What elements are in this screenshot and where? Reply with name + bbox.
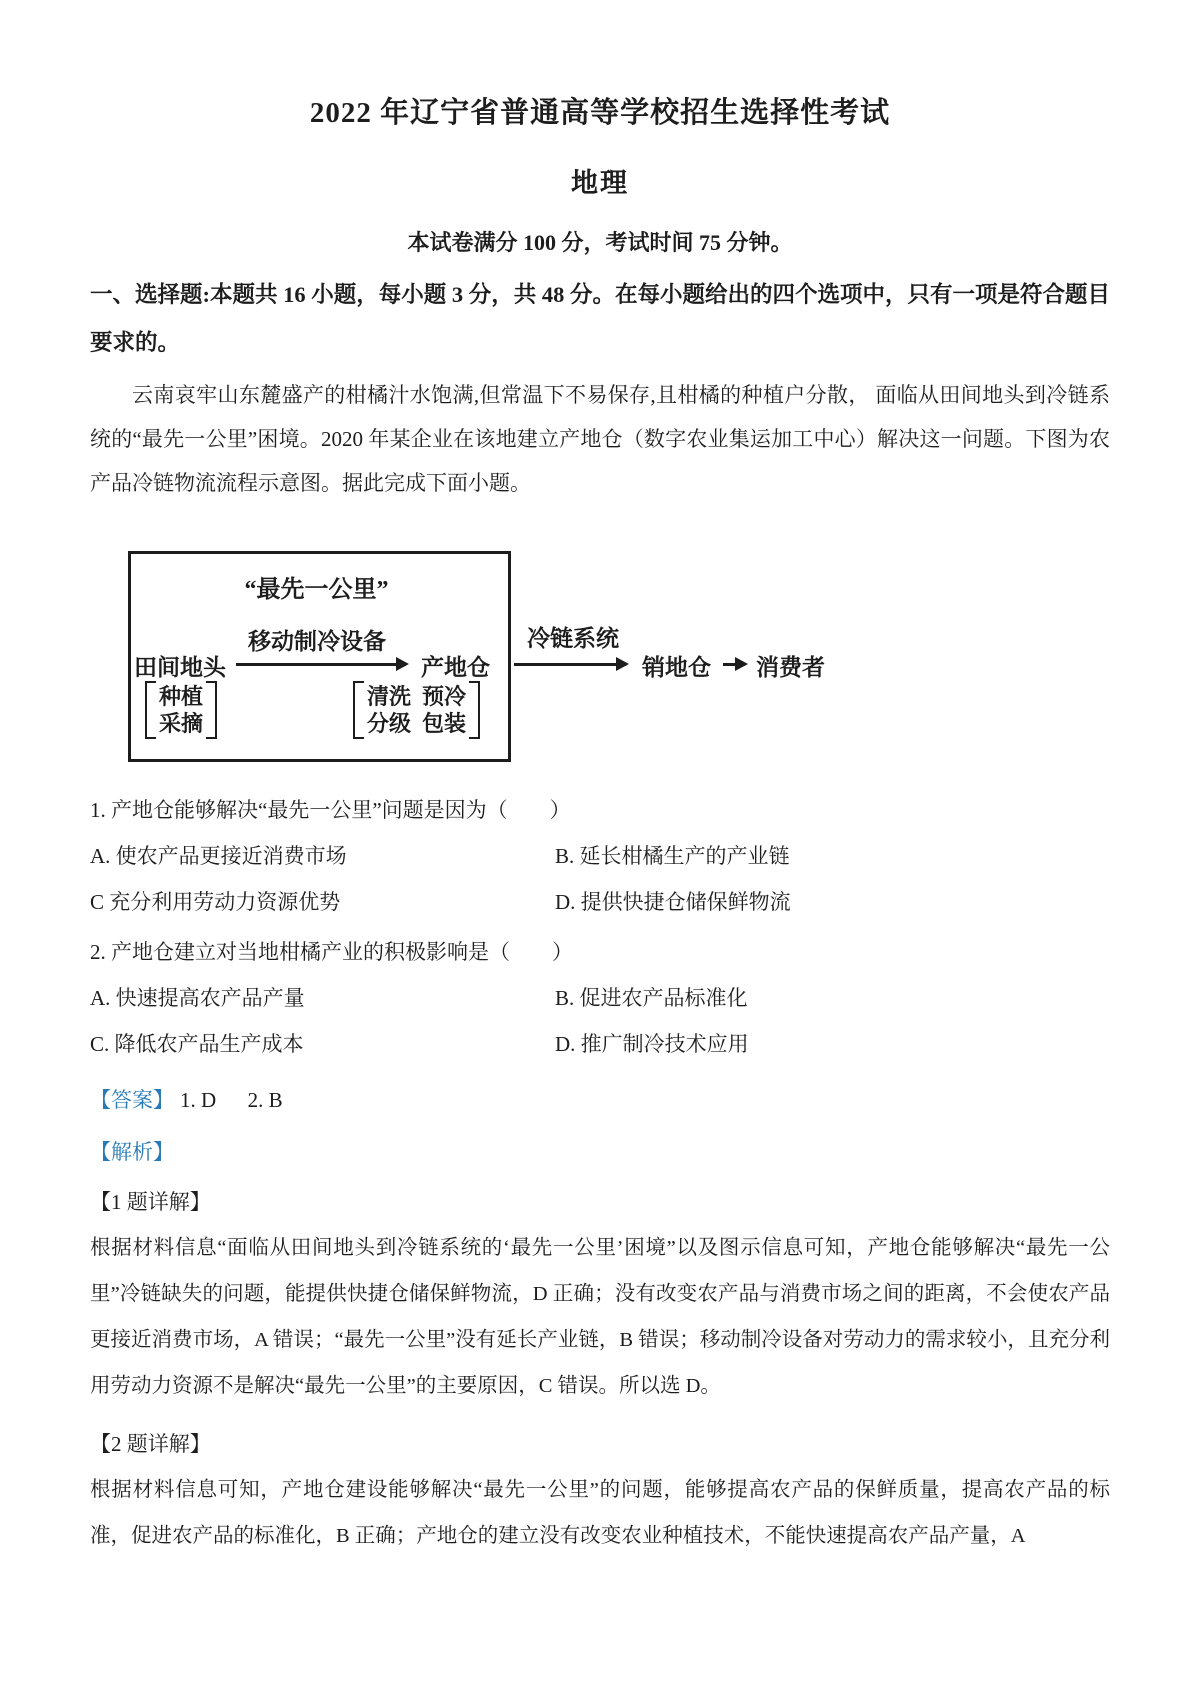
question-1-option-c: C 充分利用劳动力资源优势 [90,890,341,914]
planting-bracket [145,681,217,739]
arrow-field-to-origin [236,663,406,666]
question-2-options [90,983,1110,1059]
picking-line: 采摘 [159,711,204,736]
arrow-dest-to-consumer [723,663,745,666]
arrow-origin-to-dest [514,663,626,666]
section-heading: 一、选择题:本题共 16 小题，每小题 3 分，共 48 分。在每小题给出的四个选项中，只有一项是符合题目要求的。 [90,282,1110,355]
dest-warehouse-node: 销地仓 [642,655,711,680]
mobile-cooling-label: 移动制冷设备 [248,629,386,654]
wash-precool-line: 清洗 预冷 [367,684,467,709]
grade-pack-line: 分级 包装 [367,711,467,736]
origin-warehouse-node: 产地仓 [421,655,490,680]
first-mile-label: “最先一公里” [244,577,389,603]
field-node: 田间地头 [134,655,226,680]
processing-bracket [353,681,480,739]
consumer-node: 消费者 [756,655,825,680]
question-1-option-b: B. 延长柑橘生产的产业链 [555,844,790,868]
answer-line [90,1085,1110,1115]
subject-title: 地理 [571,168,629,198]
question-2-option-d: D. 推广制冷技术应用 [555,1032,749,1056]
answer-value: 1. D 2. B [180,1088,283,1112]
answer-label: 【答案】 [90,1088,174,1112]
detail-2-heading: 【2 题详解】 [90,1432,211,1456]
exam-info: 本试卷满分 100 分，考试时间 75 分钟。 [407,230,793,255]
detail-2-text: 根据材料信息可知，产地仓建设能够解决“最先一公里”的问题，能够提高农产品的保鲜质量，提高农产品的标准，促进农产品的标准化，B 正确；产地仓的建立没有改变农业种植技术，不能快速提高农产品产量，A [90,1479,1110,1547]
question-1-option-d: D. 提供快捷仓储保鲜物流 [555,890,791,914]
question-2-option-b: B. 促进农产品标准化 [555,986,748,1010]
page-title: 2022 年辽宁省普通高等学校招生选择性考试 [309,97,891,129]
question-1-stem: 1. 产地仓能够解决“最先一公里”问题是因为（ ） [90,798,571,822]
question-1-option-a: A. 使农产品更接近消费市场 [90,844,347,868]
question-2-stem: 2. 产地仓建立对当地柑橘产业的积极影响是（ ） [90,940,573,964]
cold-chain-label: 冷链系统 [527,626,619,651]
question-2-option-c: C. 降低农产品生产成本 [90,1032,304,1056]
planting-line: 种植 [159,684,204,709]
detail-1-text: 根据材料信息“面临从田间地头到冷链系统的‘最先一公里’困境”以及图示信息可知，产地仓能够解决“最先一公里”冷链缺失的问题，能提供快捷仓储保鲜物流，D 正确；没有改变农产品与消费市场之间的距离，不会使农产品更接近消费市场，A 错误；“最先一公里”没有延长产业链，B 错误；移动制冷设备对劳动力的需求较小，且充分利用劳动力资源不是解决“最先一公里”的主要原因，C 错误。所以选 D。 [90,1237,1110,1397]
passage-text: 云南哀牢山东麓盛产的柑橘汁水饱满,但常温下不易保存,且柑橘的种植户分散， 面临从田间地头到冷链系统的“最先一公里”困境。2020 年某企业在该地建立产地仓（数字农业集运加工中心）解决这一问题。下图为农产品冷链物流流程示意图。据此完成下面小题。 [90,383,1110,495]
question-2-option-a: A. 快速提高农产品产量 [90,986,305,1010]
question-1-options [90,841,1110,917]
cold-chain-flow-diagram [90,511,1110,781]
analysis-label: 【解析】 [90,1140,174,1164]
detail-1-heading: 【1 题详解】 [90,1190,211,1214]
question-1 [90,795,1110,917]
question-2 [90,937,1110,1059]
